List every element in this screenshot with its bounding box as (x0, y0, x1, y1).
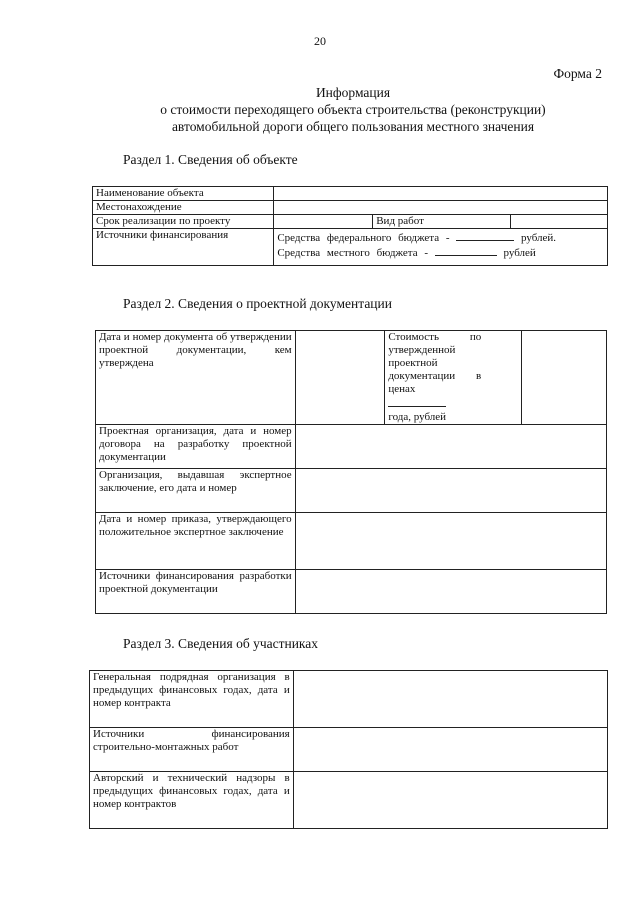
term-field[interactable] (274, 215, 373, 229)
cost-label-suffix: года, рублей (388, 411, 447, 423)
design-sources-label: Источники финансирования разработки проектной документации (96, 570, 296, 614)
table-row (93, 229, 608, 266)
local-budget-unit: рублей (496, 247, 536, 259)
construction-sources-field[interactable] (293, 728, 607, 772)
federal-budget-line (277, 230, 604, 245)
federal-budget-label: Средства федерального бюджета - (277, 232, 457, 244)
work-type-label: Вид работ (373, 215, 511, 229)
local-budget-blank[interactable] (435, 245, 497, 256)
construction-sources-label: Источники финансирования строительно-монтажных работ (90, 728, 294, 772)
cost-label-text: Стоимость по утвержденной проектной документации в ценах (388, 331, 482, 395)
cost-label (385, 331, 522, 425)
form-label: Форма 2 (553, 66, 602, 81)
project-documentation-table (95, 330, 607, 614)
order-field[interactable] (295, 513, 606, 570)
table-row (96, 513, 607, 570)
federal-budget-unit: рублей. (514, 232, 557, 244)
location-field[interactable] (274, 201, 608, 215)
table-row (93, 187, 608, 201)
location-label: Местонахождение (93, 201, 274, 215)
table-row (90, 772, 608, 829)
designer-field[interactable] (295, 425, 606, 469)
table-row (96, 570, 607, 614)
document-subtitle-line-1: о стоимости переходящего объекта строительства (реконструкции) (160, 102, 546, 117)
federal-budget-blank[interactable] (456, 230, 514, 241)
section-2-heading: Раздел 2. Сведения о проектной документации (123, 296, 392, 311)
table-row (90, 671, 608, 728)
design-sources-field[interactable] (295, 570, 606, 614)
table-row (93, 201, 608, 215)
expert-org-label: Организация, выдавшая экспертное заключение, его дата и номер (96, 469, 296, 513)
table-row (93, 215, 608, 229)
designer-label: Проектная организация, дата и номер договора на разработку проектной документации (96, 425, 296, 469)
supervision-field[interactable] (293, 772, 607, 829)
sources-label: Источники финансирования (93, 229, 274, 266)
work-type-field[interactable] (511, 215, 608, 229)
table-row (90, 728, 608, 772)
sources-field[interactable] (274, 229, 608, 266)
approval-label: Дата и номер документа об утверждении проектной документации, кем утверждена (96, 331, 296, 425)
table-row (96, 425, 607, 469)
local-budget-label: Средства местного бюджета - (277, 247, 435, 259)
section-3-heading: Раздел 3. Сведения об участниках (123, 636, 319, 651)
expert-org-field[interactable] (295, 469, 606, 513)
price-year-blank[interactable] (388, 396, 446, 407)
participants-table (89, 670, 608, 829)
object-info-table (92, 186, 608, 266)
document-title: Информация (315, 85, 391, 100)
contractor-label: Генеральная подрядная организация в предыдущих финансовых годах, дата и номер контракта (90, 671, 294, 728)
supervision-label: Авторский и технический надзоры в предыдущих финансовых годах, дата и номер контрактов (90, 772, 294, 829)
section-1-heading: Раздел 1. Сведения об объекте (123, 152, 298, 167)
object-name-label: Наименование объекта (93, 187, 274, 201)
order-label: Дата и номер приказа, утверждающего положительное экспертное заключение (96, 513, 296, 570)
page-number: 20 (314, 34, 326, 48)
term-label: Срок реализации по проекту (93, 215, 274, 229)
table-row (96, 469, 607, 513)
contractor-field[interactable] (293, 671, 607, 728)
table-row (96, 331, 607, 425)
object-name-field[interactable] (274, 187, 608, 201)
document-subtitle-line-2: автомобильной дороги общего пользования местного значения (171, 119, 535, 134)
local-budget-line (277, 245, 604, 260)
cost-field[interactable] (522, 331, 607, 425)
approval-field[interactable] (295, 331, 385, 425)
